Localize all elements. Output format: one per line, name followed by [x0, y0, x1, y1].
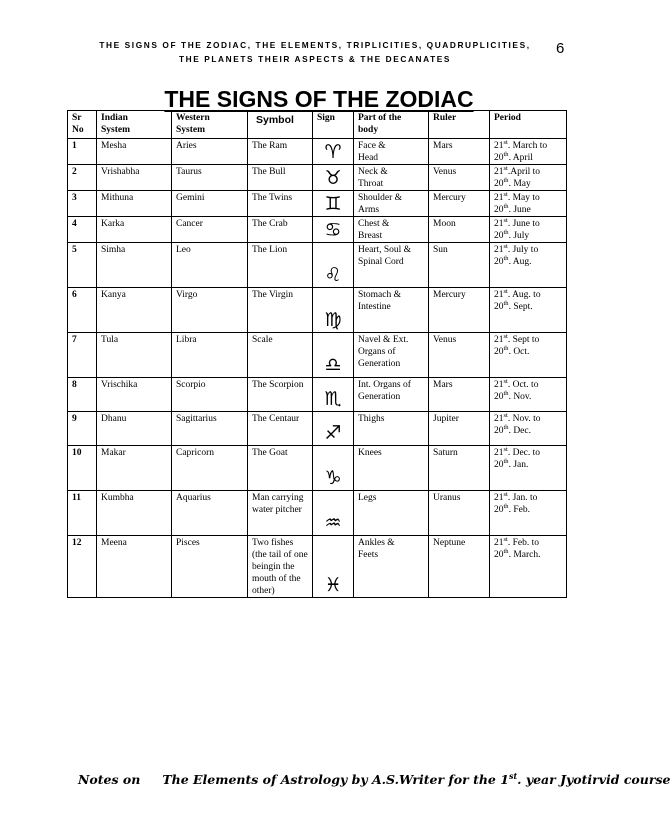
symbol-cell: The Scorpion: [248, 378, 313, 412]
footer-part-3: . year Jyotirvid course: [517, 772, 670, 787]
ruler-cell: Venus: [429, 165, 490, 191]
col-header-period: Period: [490, 111, 567, 139]
table-row: [68, 446, 567, 491]
western-cell: Leo: [172, 243, 248, 288]
ruler-cell: Jupiter: [429, 412, 490, 446]
sign-icon: ♊: [313, 191, 354, 217]
period-cell: 21st. Sept to 20th. Oct.: [490, 333, 567, 378]
part-cell: Legs: [354, 491, 429, 536]
period-cell: 21st. Jan. to 20th. Feb.: [490, 491, 567, 536]
indian-cell: Karka: [97, 217, 172, 243]
symbol-cell: The Centaur: [248, 412, 313, 446]
sign-icon: ♌: [313, 243, 354, 288]
table-row: [68, 333, 567, 378]
western-cell: Gemini: [172, 191, 248, 217]
symbol-cell: Two fishes (the tail of one beingin the mouth of the other): [248, 536, 313, 598]
ruler-cell: Mars: [429, 378, 490, 412]
zodiac-table: [67, 110, 567, 598]
table-row: [68, 165, 567, 191]
running-header: [60, 38, 570, 66]
western-cell: Capricorn: [172, 446, 248, 491]
page-number: 6: [556, 40, 565, 57]
sr-cell: 12: [68, 536, 97, 598]
period-cell: 21st. March to 20th. April: [490, 139, 567, 165]
sign-icon: ♍: [313, 288, 354, 333]
indian-cell: Vrishabha: [97, 165, 172, 191]
sr-cell: 1: [68, 139, 97, 165]
sign-icon: ♉: [313, 165, 354, 191]
part-cell: Chest & Breast: [354, 217, 429, 243]
western-cell: Sagittarius: [172, 412, 248, 446]
col-header-sr: Sr No: [68, 111, 97, 139]
indian-cell: Kanya: [97, 288, 172, 333]
sign-icon: ♓: [313, 536, 354, 598]
symbol-cell: Man carrying water pitcher: [248, 491, 313, 536]
sr-cell: 6: [68, 288, 97, 333]
symbol-cell: The Lion: [248, 243, 313, 288]
symbol-cell: The Ram: [248, 139, 313, 165]
page-title: THE SIGNS OF THE ZODIAC: [164, 86, 474, 112]
sr-cell: 2: [68, 165, 97, 191]
col-header-indian: Indian System: [97, 111, 172, 139]
period-cell: 21st. Oct. to 20th. Nov.: [490, 378, 567, 412]
ruler-cell: Mars: [429, 139, 490, 165]
header-line-1: THE SIGNS OF THE ZODIAC, THE ELEMENTS, TRIPLICITIES, QUADRUPLICITIES,: [99, 40, 531, 50]
sign-icon: ♑: [313, 446, 354, 491]
sr-cell: 10: [68, 446, 97, 491]
table-row: [68, 217, 567, 243]
footer-part-2: The Elements of Astrology by A.S.Writer for the 1: [162, 772, 509, 787]
table-row: [68, 288, 567, 333]
symbol-cell: The Goat: [248, 446, 313, 491]
part-cell: Face & Head: [354, 139, 429, 165]
table-row: [68, 491, 567, 536]
col-header-part: Part of the body: [354, 111, 429, 139]
period-cell: 21st. Feb. to 20th. March.: [490, 536, 567, 598]
sign-icon: ♏: [313, 378, 354, 412]
sr-cell: 3: [68, 191, 97, 217]
period-cell: 21st. May to 20th. June: [490, 191, 567, 217]
western-cell: Aquarius: [172, 491, 248, 536]
indian-cell: Kumbha: [97, 491, 172, 536]
western-cell: Cancer: [172, 217, 248, 243]
western-cell: Pisces: [172, 536, 248, 598]
period-cell: 21st. July to 20th. Aug.: [490, 243, 567, 288]
part-cell: Neck & Throat: [354, 165, 429, 191]
table-row: [68, 378, 567, 412]
header-line-2: THE PLANETS THEIR ASPECTS & THE DECANATES: [178, 54, 452, 64]
sign-icon: ♎: [313, 333, 354, 378]
col-header-ruler: Ruler: [429, 111, 490, 139]
indian-cell: Tula: [97, 333, 172, 378]
indian-cell: Dhanu: [97, 412, 172, 446]
part-cell: Shoulder & Arms: [354, 191, 429, 217]
symbol-cell: The Virgin: [248, 288, 313, 333]
footer-note: [78, 770, 670, 787]
symbol-cell: The Twins: [248, 191, 313, 217]
symbol-cell: Scale: [248, 333, 313, 378]
table-row: [68, 139, 567, 165]
western-cell: Scorpio: [172, 378, 248, 412]
period-cell: 21st. June to 20th. July: [490, 217, 567, 243]
sign-icon: ♈: [313, 139, 354, 165]
footer-part-1: Notes on: [78, 772, 141, 787]
ruler-cell: Mercury: [429, 191, 490, 217]
part-cell: Int. Organs of Generation: [354, 378, 429, 412]
sr-cell: 7: [68, 333, 97, 378]
symbol-cell: The Bull: [248, 165, 313, 191]
indian-cell: Makar: [97, 446, 172, 491]
part-cell: Knees: [354, 446, 429, 491]
ruler-cell: Mercury: [429, 288, 490, 333]
part-cell: Ankles & Feets: [354, 536, 429, 598]
footer-sup: st: [508, 770, 518, 781]
period-cell: 21st.April to 20th. May: [490, 165, 567, 191]
table-row: [68, 412, 567, 446]
indian-cell: Simha: [97, 243, 172, 288]
western-cell: Libra: [172, 333, 248, 378]
ruler-cell: Moon: [429, 217, 490, 243]
indian-cell: Vrischika: [97, 378, 172, 412]
western-cell: Aries: [172, 139, 248, 165]
period-cell: 21st. Dec. to 20th. Jan.: [490, 446, 567, 491]
sr-cell: 8: [68, 378, 97, 412]
indian-cell: Mithuna: [97, 191, 172, 217]
sign-icon: ♋: [313, 217, 354, 243]
sign-icon: ♐: [313, 412, 354, 446]
part-cell: Thighs: [354, 412, 429, 446]
sr-cell: 4: [68, 217, 97, 243]
indian-cell: Meena: [97, 536, 172, 598]
ruler-cell: Uranus: [429, 491, 490, 536]
col-header-sign: Sign: [313, 111, 354, 139]
western-cell: Virgo: [172, 288, 248, 333]
indian-cell: Mesha: [97, 139, 172, 165]
sign-icon: ♒: [313, 491, 354, 536]
table-row: [68, 243, 567, 288]
symbol-cell: The Crab: [248, 217, 313, 243]
ruler-cell: Neptune: [429, 536, 490, 598]
table-row: [68, 536, 567, 598]
ruler-cell: Saturn: [429, 446, 490, 491]
part-cell: Navel & Ext. Organs of Generation: [354, 333, 429, 378]
part-cell: Heart, Soul & Spinal Cord: [354, 243, 429, 288]
western-cell: Taurus: [172, 165, 248, 191]
table-header-row: [68, 111, 567, 139]
sr-cell: 11: [68, 491, 97, 536]
col-header-western: Western System: [172, 111, 248, 139]
ruler-cell: Sun: [429, 243, 490, 288]
period-cell: 21st. Nov. to 20th. Dec.: [490, 412, 567, 446]
sr-cell: 5: [68, 243, 97, 288]
period-cell: 21st. Aug. to 20th. Sept.: [490, 288, 567, 333]
ruler-cell: Venus: [429, 333, 490, 378]
part-cell: Stomach & Intestine: [354, 288, 429, 333]
sr-cell: 9: [68, 412, 97, 446]
col-header-symbol: Symbol: [248, 111, 313, 139]
table-row: [68, 191, 567, 217]
